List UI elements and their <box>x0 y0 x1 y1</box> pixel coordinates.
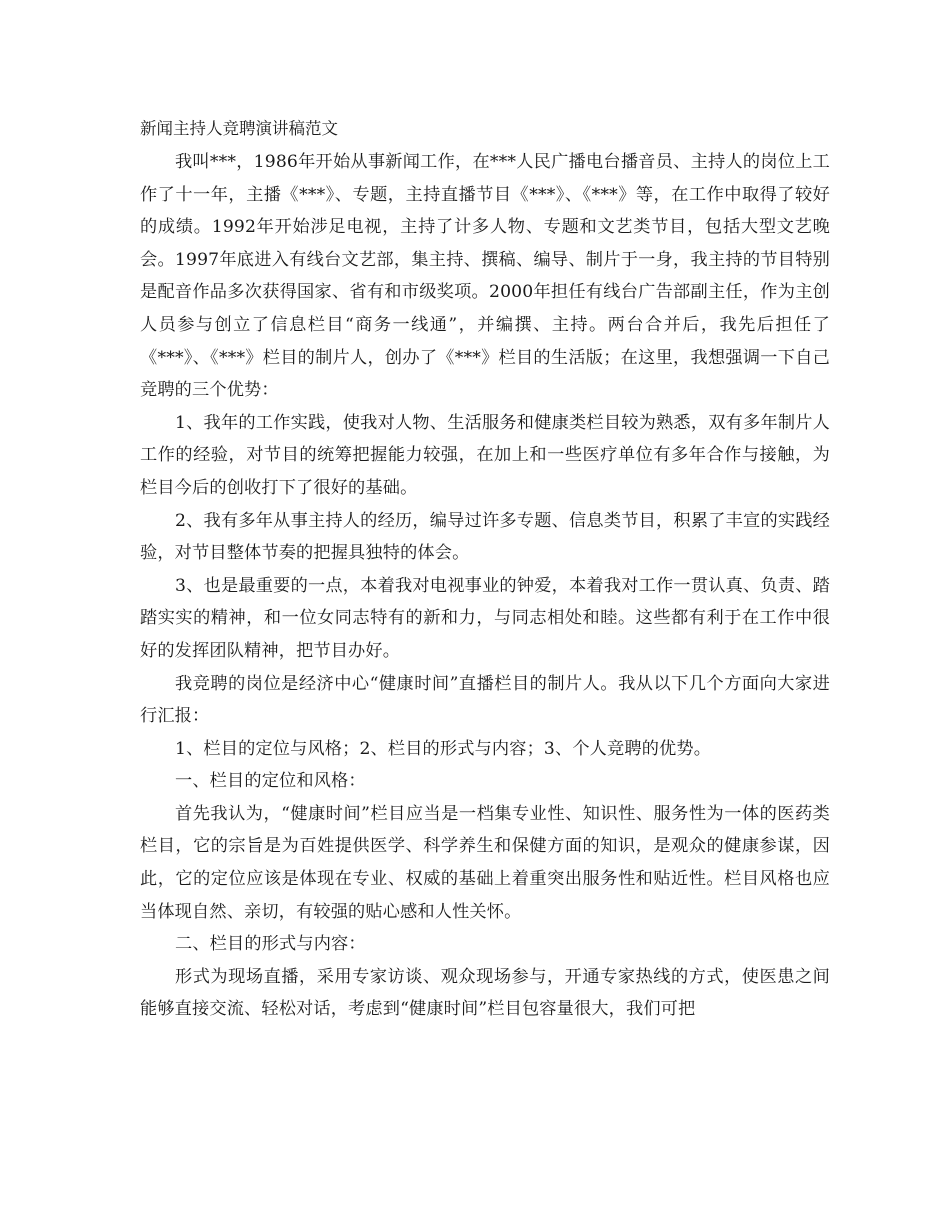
paragraph-outline: 1、栏目的定位与风格；2、栏目的形式与内容；3、个人竞聘的优势。 <box>175 738 712 759</box>
paragraph-intro: 我叫***，1986年开始从事新闻工作，在***人民广播电台播音员、主持人的岗位上工作了十一年，主播《***》、专题，主持直播节目《***》、《***》等，在工作中取得了较好的成绩。1992年开始涉足电视，主持了计多人物、专题和文艺类节目，包括大型文艺晚会。1997年底进入有线台文艺部，集主持、撰稿、编导、制片于一身，我主持的节目特别是配音作品多次获得国家、省有和市级奖项。2000年担任有线台广告部副主任，作为主创人员参与创立了信息栏目“商务一线通”，并编撰、主持。两台合并后，我先后担任了《***》、《***》栏目的制片人，创办了《***》栏目的生活版；在这里，我想强调一下自己竞聘的三个优势： <box>140 152 830 401</box>
section-heading-1: 一、栏目的定位和风格： <box>175 771 366 792</box>
section-heading-2: 二、栏目的形式与内容： <box>175 934 366 955</box>
paragraph-advantage-3: 3、也是最重要的一点，本着我对电视事业的钟爱，本着我对工作一贯认真、负责、踏踏实实的精神，和一位女同志特有的新和力，与同志相处和睦。这些都有利于在工作中很好的发挥团队精神，把节目办好。 <box>140 575 830 661</box>
paragraph-advantage-1: 1、我年的工作实践，使我对人物、生活服务和健康类栏目较为熟悉，双有多年制片人工作的经验，对节目的统筹把握能力较强，在加上和一些医疗单位有多年合作与接触，为栏目今后的创收打下了很好的基础。 <box>140 412 830 498</box>
paragraph-advantage-2: 2、我有多年从事主持人的经历，编导过许多专题、信息类节目，积累了丰宣的实践经验，对节目整体节奏的把握具独特的体会。 <box>140 510 830 564</box>
document-title: 新闻主持人竞聘演讲稿范文 <box>140 119 338 138</box>
paragraph-position: 我竞聘的岗位是经济中心“健康时间”直播栏目的制片人。我从以下几个方面向大家进行汇报： <box>140 673 830 727</box>
paragraph-positioning: 首先我认为，“健康时间”栏目应当是一档集专业性、知识性、服务性为一体的医药类栏目，它的宗旨是为百姓提供医学、科学养生和保健方面的知识，是观众的健康参谋，因此，它的定位应该是体现在专业、权威的基础上着重突出服务性和贴近性。栏目风格也应当体现自然、亲切，有较强的贴心感和人性关怀。 <box>140 803 830 922</box>
paragraph-format: 形式为现场直播，采用专家访谈、观众现场参与，开通专家热线的方式，使医患之间能够直接交流、轻松对话，考虑到“健康时间”栏目包容量很大，我们可把 <box>140 966 830 1020</box>
document-page <box>140 112 830 1026</box>
